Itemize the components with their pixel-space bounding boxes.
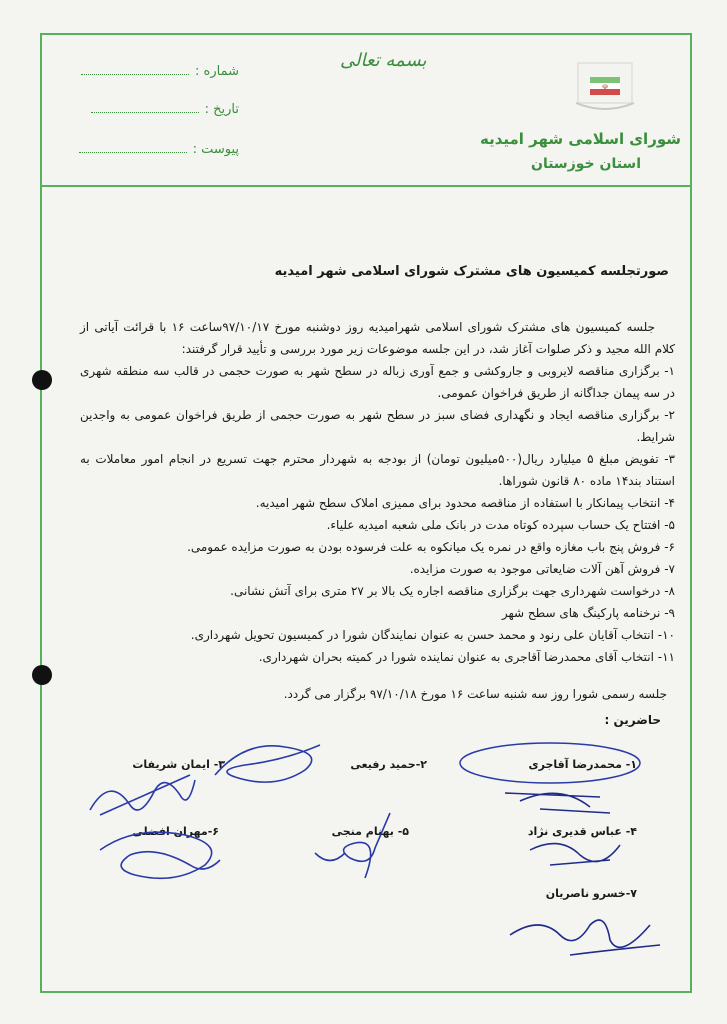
signatory-5: ۵- بهنام منجی — [331, 825, 409, 838]
intro-paragraph: جلسه کمیسیون های مشترک شورای اسلامی شهرامیدیه روز دوشنبه مورخ ۹۷/۱۰/۱۷ساعت ۱۶ با قرائت آیاتی از کلام الله مجید و ذکر صلوات آغاز شد، در این جلسه موضوعات زیر مورد بررسی و تأیید قرار گرفتند: — [80, 320, 675, 356]
signatory-2: ۲-حمید رفیعی — [350, 758, 427, 771]
iran-emblem-logo — [570, 55, 640, 115]
document-title: صورتجلسه کمیسیون های مشترک شورای اسلامی شهر امیدیه — [274, 264, 669, 279]
signatory-1: ۱- محمدرضا آقاجری — [528, 758, 637, 771]
signature-1-drawing — [450, 735, 650, 825]
agenda-item: ۱۰- انتخاب آقایان علی رنود و محمد حسن به عنوان نمایندگان شورا در کمیسیون تحویل شهرداری. — [190, 628, 675, 642]
agenda-item: ۴- انتخاب پیمانکار با استفاده از مناقصه محدود برای ممیزی املاک سطح شهر امیدیه. — [255, 496, 675, 510]
agenda-item: ۲- برگزاری مناقصه ایجاد و نگهداری فضای سبز در سطح شهر به صورت حجمی از طریق فراخوان عمومی به واجدین شرایط. — [80, 408, 675, 444]
svg-text:☫: ☫ — [601, 83, 609, 91]
date-label: تاریخ : — [204, 102, 239, 117]
date-dots — [91, 112, 199, 113]
punch-hole-bottom — [32, 665, 52, 685]
agenda-item: ۷- فروش آهن آلات ضایعاتی موجود به صورت مزایده. — [409, 562, 675, 576]
number-field — [81, 64, 239, 79]
signature-6-drawing — [95, 820, 235, 890]
council-name: شورای اسلامی شهر امیدیه — [479, 130, 681, 148]
signatory-4: ۴- عباس قدیری نژاد — [527, 825, 637, 838]
header-divider — [40, 185, 692, 187]
agenda-item: ۱- برگزاری مناقصه لایروبی و جاروکشی و جمع آوری زباله در سطح شهر به صورت حجمی در قالب سه منطقه شهری در سه پیمان جداگانه از طریق فراخوان عمومی. — [80, 364, 675, 400]
signature-7-drawing — [500, 905, 670, 965]
agenda-item: ۸- درخواست شهرداری جهت برگزاری مناقصه اجاره یک بالا بر ۲۷ متری برای آتش نشانی. — [230, 584, 675, 598]
signatory-7: ۷-خسرو ناصریان — [545, 887, 637, 900]
minutes-body — [80, 316, 675, 668]
signature-4-drawing — [520, 830, 630, 880]
attachment-dots — [79, 152, 187, 153]
basmala: بسمه تعالی — [340, 50, 427, 71]
agenda-item: ۱۱- انتخاب آقای محمدرضا آقاجری به عنوان نماینده شورا در کمیته بحران شهرداری. — [258, 650, 675, 664]
signatory-3: ۳- ایمان شریفات — [132, 758, 225, 771]
number-label: شماره : — [195, 64, 239, 79]
province-name: استان خوزستان — [531, 156, 641, 172]
number-dots — [81, 74, 189, 75]
agenda-item: ۵- افتتاح یک حساب سپرده کوتاه مدت در بانک ملی شعبه امیدیه علیاء. — [326, 518, 675, 532]
next-session-note: جلسه رسمی شورا روز سه شنبه ساعت ۱۶ مورخ ۹۷/۱۰/۱۸ برگزار می گردد. — [283, 687, 667, 701]
agenda-item: ۳- تفویض مبلغ ۵ میلیارد ریال(۵۰۰میلیون تومان) از بودجه به شهردار محترم جهت تسریع در انجام امور معاملات به استناد بند۱۴ ماده ۸۰ قانون شوراها. — [80, 452, 675, 488]
signature-5-drawing — [295, 808, 405, 888]
attendees-heading: حاضرین : — [604, 713, 661, 727]
attachment-label: پیوست : — [192, 142, 239, 157]
date-field — [91, 102, 239, 117]
agenda-item: ۹- نرخنامه پارکینگ های سطح شهر — [501, 606, 675, 620]
signature-2-drawing — [205, 735, 335, 795]
agenda-item: ۶- فروش پنج باب مغازه واقع در نمره یک میانکوه به علت فرسوده بودن به صورت مزایده عمومی. — [187, 540, 675, 554]
punch-hole-top — [32, 370, 52, 390]
signature-3-drawing — [80, 765, 200, 825]
attachment-field — [79, 142, 239, 157]
signatory-6: ۶-مهران افضلی — [132, 825, 219, 838]
